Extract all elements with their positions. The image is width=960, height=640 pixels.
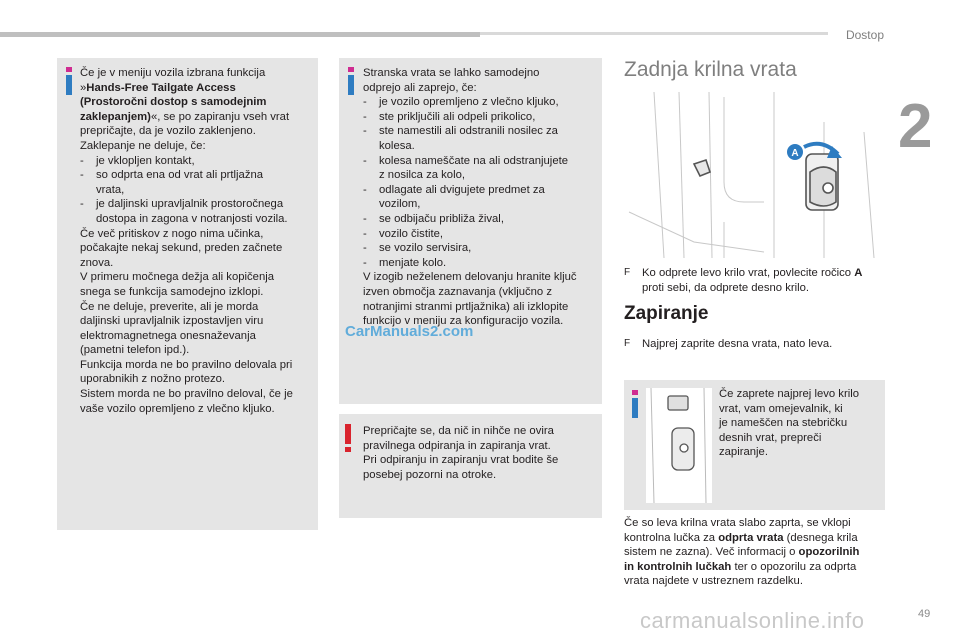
- list-item: - vozilo čistite,: [363, 227, 444, 240]
- callout-a-label: A: [791, 148, 799, 159]
- text-line: kontrolna lučka za odprta vrata (desnega krila: [624, 531, 858, 544]
- rear-door-handle-illustration: [624, 92, 882, 258]
- watermark-logo: CarManuals2.com: [345, 323, 474, 340]
- list-item: - je daljinski upravljalnik prostoročnega dostopa in zagona v notranjosti vozila.: [80, 198, 288, 225]
- section-title: Zadnja krilna vrata: [624, 58, 797, 81]
- step-arrow-icon: F: [624, 338, 631, 349]
- step-arrow-icon: F: [624, 267, 631, 278]
- step-open-right-wing: F Ko odprete levo krilo vrat, povlecite ročico A proti sebi, da odprete desno krilo.: [624, 267, 863, 294]
- text-line: »Hands-Free Tailgate Access: [80, 81, 236, 94]
- text-line: Če več pritiskov z nogo nima učinka,: [80, 227, 264, 240]
- rear-door-handle-drawing: [624, 92, 882, 258]
- text-line: počakajte nekaj sekund, preden začnete: [80, 242, 283, 255]
- text-line: Če ne deluje, preverite, ali je morda: [80, 300, 259, 313]
- list-item: - se odbijaču približa žival,: [363, 212, 504, 225]
- text-line: Če je v meniju vozila izbrana funkcija: [80, 67, 266, 79]
- closing-subtitle: Zapiranje: [624, 303, 709, 324]
- list-item: - je vozilo opremljeno z vlečno kljuko,: [363, 96, 559, 109]
- text-line: V izogib neželenem delovanju hranite ključ: [363, 271, 577, 284]
- text-line: Če zaprete najprej levo krilo: [719, 388, 860, 400]
- text-line: zaklepanjem)«, se po zapiranju vseh vrat: [80, 110, 290, 123]
- chapter-number: 2: [898, 92, 933, 161]
- text-line: daljinski upravljalnik izpostavljen viru: [80, 315, 264, 328]
- text-line: je nameščen na stebričku: [719, 417, 848, 430]
- text-line: (Prostoročni dostop s samodejnim: [80, 96, 267, 109]
- list-item: - so odprta ena od vrat ali prtljažna vrata,: [80, 169, 264, 196]
- text-line: pravilnega odpiranja in zapiranja vrat.: [363, 439, 551, 452]
- list-item: - odlagate ali dvigujete predmet za vozilom,: [363, 183, 545, 211]
- text-line: Prepričajte se, da nič in nihče ne ovira: [363, 425, 554, 437]
- text-line: Sistem morda ne bo pravilno deloval, če je: [80, 388, 293, 401]
- text-line: vaše vozilo opremljeno z vlečno kljuko.: [80, 402, 275, 415]
- step-close-order: F Najprej zaprite desna vrata, nato leva.: [624, 338, 833, 350]
- text-line: uporabnikih z nožno protezo.: [80, 373, 226, 386]
- text-line: (pametni telefon ipd.).: [80, 344, 190, 357]
- warning-box-text: [363, 424, 599, 482]
- text-line: zapiranje.: [719, 446, 768, 459]
- list-item: - se vozilo servisira,: [363, 242, 472, 255]
- door-limiter-illustration: [646, 388, 712, 503]
- text-line: vrata najdete v ustreznem razdelku.: [624, 575, 803, 588]
- text-line: notranjimi stranmi prtljažnika) ali izklopite: [363, 300, 569, 313]
- text-line: Če so leva krilna vrata slabo zaprta, se vklopi: [624, 517, 851, 529]
- text-line: elektromagnetnega onesnaževanja: [80, 329, 256, 342]
- list-item: - ste namestili ali odstranili nosilec za kolesa.: [363, 125, 558, 152]
- door-warning-paragraph: [624, 516, 886, 589]
- text-line: Stranska vrata se lahko samodejno: [363, 67, 540, 79]
- text-line: odprejo ali zaprejo, če:: [363, 81, 477, 94]
- text-line: Zaklepanje ne deluje, če:: [80, 139, 206, 152]
- page-number: 49: [918, 608, 931, 620]
- info-box-hands-free-text: [80, 66, 314, 416]
- text-line: Funkcija morda ne bo pravilno delovala pri: [80, 358, 293, 371]
- door-limiter-drawing: [646, 388, 712, 503]
- list-item: - menjate kolo.: [363, 256, 447, 269]
- header-rule: [0, 32, 480, 37]
- text-line: in kontrolnih lučkah ter o opozorilu za odprta: [624, 560, 857, 573]
- text-line: Pri odpiranju in zapiranju vrat bodite še: [363, 454, 559, 467]
- list-item: - kolesa nameščate na ali odstranjujete z nosilca za kolo,: [363, 154, 569, 182]
- text-line: V primeru močnega dežja ali kopičenja: [80, 271, 275, 284]
- text-line: desnih vrat, prepreči: [719, 431, 822, 444]
- text-line: sistem ne zazna). Več informacij o opozorilnih: [624, 546, 860, 559]
- text-line: znova.: [80, 256, 114, 269]
- info-box-side-doors-text: [363, 66, 599, 329]
- list-item: - je vklopljen kontakt,: [80, 154, 195, 167]
- text-line: posebej pozorni na otroke.: [363, 468, 497, 481]
- list-item: - ste priključili ali odpeli prikolico,: [363, 110, 536, 123]
- text-line: funkcijo v meniju za konfiguracijo vozila.: [363, 315, 564, 328]
- footer-watermark: carmanualsonline.info: [640, 608, 865, 633]
- header-rule-light: [480, 32, 828, 35]
- text-line: snega se funkcija samodejno izklopi.: [80, 285, 264, 298]
- info-box-limiter-text: [719, 387, 885, 460]
- text-line: vrat, vam omejevalnik, ki: [719, 402, 843, 415]
- text-line: prepričajte, da je vozilo zaklenjeno.: [80, 125, 256, 138]
- text-line: izven območja zaznavanja (vključno z: [363, 285, 553, 298]
- section-name: Dostop: [845, 28, 884, 42]
